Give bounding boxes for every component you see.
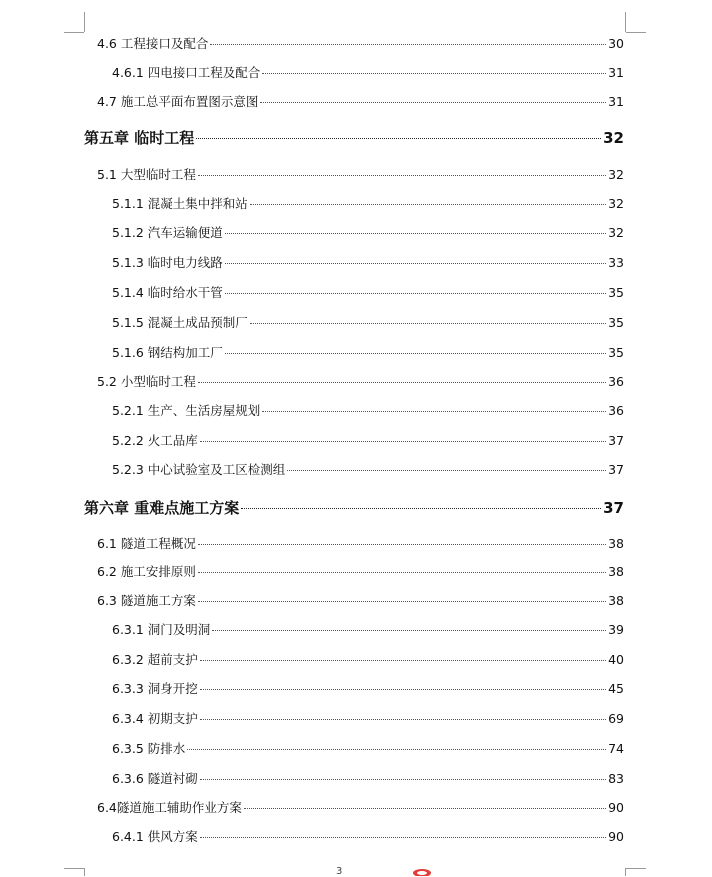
- toc-entry-title: 6.2 施工安排原则: [97, 564, 196, 579]
- toc-entry-title: 6.3.2 超前支护: [112, 652, 198, 667]
- toc-leader-dots: [241, 507, 601, 509]
- crop-mark-top-left-v: [84, 12, 85, 32]
- toc-leader-dots: [200, 778, 606, 780]
- toc-entry-title: 5.1.2 汽车运输便道: [112, 225, 223, 240]
- crop-mark-bottom-left-h: [64, 868, 84, 869]
- toc-entry[interactable]: [97, 372, 624, 390]
- toc-entry-page: 38: [608, 536, 624, 551]
- toc-entry-title: 5.1 大型临时工程: [97, 167, 196, 182]
- crop-mark-top-right-h: [626, 32, 646, 33]
- crop-mark-bottom-right-v: [625, 868, 626, 876]
- toc-entry[interactable]: [112, 460, 624, 478]
- crop-mark-top-right-v: [625, 12, 626, 32]
- toc-entry-title: 6.4隧道施工辅助作业方案: [97, 800, 242, 815]
- toc-entry[interactable]: [112, 401, 624, 419]
- toc-entry-page: 37: [608, 433, 624, 448]
- footer-page-number: 3: [336, 866, 343, 877]
- toc-entry-title: 6.4.1 供风方案: [112, 829, 198, 844]
- toc-entry-title: 5.1.4 临时给水干管: [112, 285, 223, 300]
- toc-entry[interactable]: [97, 92, 624, 110]
- toc-entry[interactable]: [112, 63, 624, 81]
- toc-chapter-entry[interactable]: [84, 497, 624, 518]
- toc-leader-dots: [198, 381, 606, 383]
- toc-chapter-page: 37: [603, 499, 624, 517]
- toc-entry-page: 83: [608, 771, 624, 786]
- toc-entry-page: 30: [608, 36, 624, 51]
- toc-leader-dots: [260, 101, 606, 103]
- toc-entry-title: 4.6.1 四电接口工程及配合: [112, 65, 261, 80]
- toc-leader-dots: [198, 543, 606, 545]
- toc-entry-page: 32: [608, 196, 624, 211]
- toc-entry-page: 38: [608, 564, 624, 579]
- toc-entry-page: 40: [608, 652, 624, 667]
- toc-entry-title: 6.3.6 隧道衬砌: [112, 771, 198, 786]
- toc-leader-dots: [200, 440, 606, 442]
- toc-entry-title: 6.3.5 防排水: [112, 741, 186, 756]
- toc-entry[interactable]: [97, 562, 624, 580]
- toc-entry[interactable]: [112, 827, 624, 845]
- crop-mark-bottom-left-v: [84, 868, 85, 876]
- toc-entry[interactable]: [97, 591, 624, 609]
- toc-leader-dots: [225, 232, 606, 234]
- toc-entry-page: 31: [608, 94, 624, 109]
- toc-entry[interactable]: [112, 253, 624, 271]
- toc-leader-dots: [225, 292, 606, 294]
- toc-leader-dots: [198, 174, 606, 176]
- toc-entry-title: 5.2.3 中心试验室及工区检测组: [112, 462, 286, 477]
- toc-entry-page: 35: [608, 315, 624, 330]
- toc-leader-dots: [200, 688, 606, 690]
- toc-leader-dots: [196, 137, 601, 139]
- toc-entry-title: 6.3.4 初期支护: [112, 711, 198, 726]
- toc-leader-dots: [198, 571, 606, 573]
- toc-entry-title: 6.1 隧道工程概况: [97, 536, 196, 551]
- toc-entry-page: 33: [608, 255, 624, 270]
- crop-mark-bottom-right-h: [626, 868, 646, 869]
- watermark-logo-icon: [412, 867, 432, 876]
- toc-entry[interactable]: [97, 34, 624, 52]
- toc-entry-page: 74: [608, 741, 624, 756]
- toc-entry[interactable]: [112, 431, 624, 449]
- toc-entry-page: 36: [608, 403, 624, 418]
- toc-entry[interactable]: [97, 798, 624, 816]
- toc-entry[interactable]: [112, 650, 624, 668]
- toc-leader-dots: [210, 43, 606, 45]
- toc-leader-dots: [225, 262, 606, 264]
- toc-entry[interactable]: [112, 194, 624, 212]
- toc-entry-title: 5.2 小型临时工程: [97, 374, 196, 389]
- toc-entry[interactable]: [112, 343, 624, 361]
- toc-entry-title: 5.2.2 火工品库: [112, 433, 198, 448]
- toc-leader-dots: [200, 659, 606, 661]
- toc-chapter-entry[interactable]: [84, 127, 624, 148]
- toc-leader-dots: [200, 718, 606, 720]
- toc-entry-page: 45: [608, 681, 624, 696]
- toc-entry[interactable]: [112, 769, 624, 787]
- toc-chapter-title: 第六章 重难点施工方案: [84, 499, 240, 517]
- toc-entry-page: 36: [608, 374, 624, 389]
- toc-entry[interactable]: [112, 679, 624, 697]
- crop-mark-top-left-h: [64, 32, 84, 33]
- toc-leader-dots: [262, 410, 606, 412]
- toc-entry-page: 32: [608, 225, 624, 240]
- toc-leader-dots: [262, 72, 606, 74]
- toc-entry[interactable]: [112, 283, 624, 301]
- toc-entry-page: 90: [608, 800, 624, 815]
- toc-leader-dots: [244, 807, 606, 809]
- toc-chapter-page: 32: [603, 129, 624, 147]
- toc-entry-title: 5.1.3 临时电力线路: [112, 255, 223, 270]
- toc-leader-dots: [198, 600, 606, 602]
- toc-entry-title: 4.7 施工总平面布置图示意图: [97, 94, 259, 109]
- toc-leader-dots: [187, 748, 606, 750]
- toc-leader-dots: [287, 469, 606, 471]
- toc-entry[interactable]: [112, 313, 624, 331]
- toc-entry-page: 35: [608, 285, 624, 300]
- toc-chapter-title: 第五章 临时工程: [84, 129, 195, 147]
- toc-entry[interactable]: [112, 739, 624, 757]
- toc-entry-title: 6.3.3 洞身开挖: [112, 681, 198, 696]
- toc-entry-title: 5.2.1 生产、生活房屋规划: [112, 403, 261, 418]
- toc-entry-page: 37: [608, 462, 624, 477]
- toc-entry[interactable]: [112, 620, 624, 638]
- toc-entry-page: 35: [608, 345, 624, 360]
- toc-entry-title: 6.3 隧道施工方案: [97, 593, 196, 608]
- toc-entry-title: 5.1.5 混凝土成品预制厂: [112, 315, 248, 330]
- toc-leader-dots: [250, 322, 606, 324]
- toc-entry-title: 4.6 工程接口及配合: [97, 36, 209, 51]
- toc-leader-dots: [212, 629, 606, 631]
- toc-entry-page: 39: [608, 622, 624, 637]
- toc-leader-dots: [250, 203, 606, 205]
- toc-entry-title: 5.1.6 钢结构加工厂: [112, 345, 223, 360]
- toc-entry[interactable]: [112, 223, 624, 241]
- toc-entry-title: 5.1.1 混凝土集中拌和站: [112, 196, 248, 211]
- toc-leader-dots: [200, 836, 606, 838]
- toc-entry-page: 38: [608, 593, 624, 608]
- toc-entry-page: 31: [608, 65, 624, 80]
- toc-entry-page: 69: [608, 711, 624, 726]
- toc-entry-page: 32: [608, 167, 624, 182]
- toc-entry[interactable]: [97, 534, 624, 552]
- toc-entry-title: 6.3.1 洞门及明洞: [112, 622, 211, 637]
- toc-leader-dots: [225, 352, 606, 354]
- toc-entry[interactable]: [97, 165, 624, 183]
- toc-entry-page: 90: [608, 829, 624, 844]
- toc-entry[interactable]: [112, 709, 624, 727]
